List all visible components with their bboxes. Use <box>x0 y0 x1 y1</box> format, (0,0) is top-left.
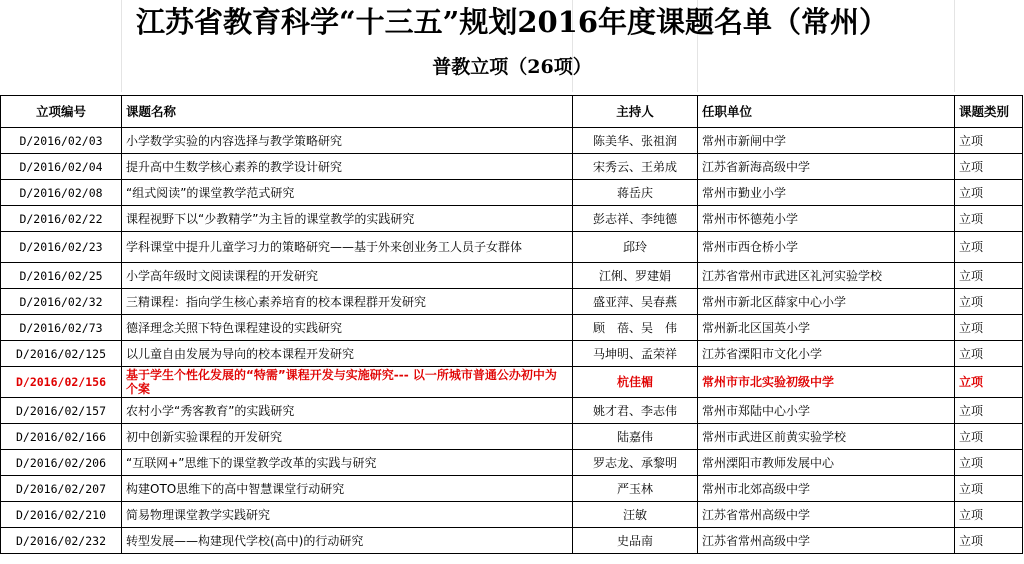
cell-id: D/2016/02/03 <box>1 128 122 154</box>
cell-unit: 常州市郑陆中心小学 <box>698 398 955 424</box>
table-row <box>1 450 1023 476</box>
table-row <box>1 289 1023 315</box>
cell-name: 农村小学“秀客教育”的实践研究 <box>122 398 573 424</box>
cell-type: 立项 <box>955 289 1023 315</box>
cell-host: 杭佳楣 <box>573 367 698 398</box>
cell-host: 蒋岳庆 <box>573 180 698 206</box>
table-row <box>1 180 1023 206</box>
cell-type: 立项 <box>955 315 1023 341</box>
cell-type: 立项 <box>955 450 1023 476</box>
cell-type: 立项 <box>955 476 1023 502</box>
cell-unit: 江苏省常州市武进区礼河实验学校 <box>698 263 955 289</box>
cell-unit: 常州市新北区薛家中心小学 <box>698 289 955 315</box>
table-row <box>1 128 1023 154</box>
cell-name: “互联网+”思维下的课堂教学改革的实践与研究 <box>122 450 573 476</box>
cell-unit: 常州市武进区前黄实验学校 <box>698 424 955 450</box>
cell-unit: 常州市新闸中学 <box>698 128 955 154</box>
cell-id: D/2016/02/232 <box>1 528 122 554</box>
cell-host: 江俐、罗建娟 <box>573 263 698 289</box>
table-row <box>1 398 1023 424</box>
cell-host: 罗志龙、承黎明 <box>573 450 698 476</box>
cell-name: “组式阅读”的课堂教学范式研究 <box>122 180 573 206</box>
cell-unit: 江苏省溧阳市文化小学 <box>698 341 955 367</box>
cell-name: 简易物理课堂教学实践研究 <box>122 502 573 528</box>
cell-name: 三精课程：指向学生核心素养培育的校本课程群开发研究 <box>122 289 573 315</box>
cell-id: D/2016/02/125 <box>1 341 122 367</box>
cell-unit: 江苏省常州高级中学 <box>698 502 955 528</box>
cell-type: 立项 <box>955 128 1023 154</box>
cell-type: 立项 <box>955 424 1023 450</box>
cell-type: 立项 <box>955 206 1023 232</box>
cell-host: 顾 蓓、吴 伟 <box>573 315 698 341</box>
cell-id: D/2016/02/08 <box>1 180 122 206</box>
cell-type: 立项 <box>955 180 1023 206</box>
cell-host: 盛亚萍、吴春燕 <box>573 289 698 315</box>
cell-id: D/2016/02/166 <box>1 424 122 450</box>
cell-name: 转型发展——构建现代学校(高中)的行动研究 <box>122 528 573 554</box>
cell-host: 陆嘉伟 <box>573 424 698 450</box>
cell-id: D/2016/02/156 <box>1 367 122 398</box>
cell-unit: 常州市西仓桥小学 <box>698 232 955 263</box>
cell-id: D/2016/02/206 <box>1 450 122 476</box>
cell-unit: 常州市北郊高级中学 <box>698 476 955 502</box>
cell-unit: 常州市市北实验初级中学 <box>698 367 955 398</box>
table-row <box>1 154 1023 180</box>
cell-id: D/2016/02/23 <box>1 232 122 263</box>
cell-name: 德泽理念关照下特色课程建设的实践研究 <box>122 315 573 341</box>
cell-id: D/2016/02/207 <box>1 476 122 502</box>
header-name: 课题名称 <box>122 96 573 128</box>
cell-type: 立项 <box>955 341 1023 367</box>
cell-name: 以儿童自由发展为导向的校本课程开发研究 <box>122 341 573 367</box>
cell-unit: 常州市怀德苑小学 <box>698 206 955 232</box>
cell-unit: 江苏省常州高级中学 <box>698 528 955 554</box>
cell-type: 立项 <box>955 528 1023 554</box>
header-host: 主持人 <box>573 96 698 128</box>
table-row <box>1 206 1023 232</box>
cell-unit: 常州市勤业小学 <box>698 180 955 206</box>
cell-name: 构建OTO思维下的高中智慧课堂行动研究 <box>122 476 573 502</box>
cell-id: D/2016/02/04 <box>1 154 122 180</box>
table-row <box>1 424 1023 450</box>
cell-type: 立项 <box>955 232 1023 263</box>
table-row <box>1 502 1023 528</box>
cell-id: D/2016/02/73 <box>1 315 122 341</box>
cell-type: 立项 <box>955 398 1023 424</box>
document-subtitle: 普教立项（26项） <box>432 56 592 78</box>
header-unit: 任职单位 <box>698 96 955 128</box>
header-id: 立项编号 <box>1 96 122 128</box>
cell-id: D/2016/02/25 <box>1 263 122 289</box>
cell-host: 马坤明、孟荣祥 <box>573 341 698 367</box>
cell-host: 姚才君、李志伟 <box>573 398 698 424</box>
cell-host: 汪敏 <box>573 502 698 528</box>
cell-name: 基于学生个性化发展的“特需”课程开发与实施研究--- 以一所城市普通公办初中为个案 <box>122 367 573 398</box>
table-row <box>1 476 1023 502</box>
cell-id: D/2016/02/210 <box>1 502 122 528</box>
cell-host: 宋秀云、王弟成 <box>573 154 698 180</box>
cell-host: 陈美华、张祖润 <box>573 128 698 154</box>
cell-name: 初中创新实验课程的开发研究 <box>122 424 573 450</box>
cell-type: 立项 <box>955 502 1023 528</box>
cell-unit: 江苏省新海高级中学 <box>698 154 955 180</box>
table-row <box>1 341 1023 367</box>
cell-host: 邱玲 <box>573 232 698 263</box>
cell-name: 学科课堂中提升儿童学习力的策略研究——基于外来创业务工人员子女群体 <box>122 232 573 263</box>
header-type: 课题类别 <box>955 96 1023 128</box>
cell-host: 史品南 <box>573 528 698 554</box>
cell-name: 小学高年级时文阅读课程的开发研究 <box>122 263 573 289</box>
document-title: 江苏省教育科学“十三五”规划2016年度课题名单（常州） <box>135 5 889 39</box>
cell-name: 小学数学实验的内容选择与教学策略研究 <box>122 128 573 154</box>
cell-unit: 常州新北区国英小学 <box>698 315 955 341</box>
cell-name: 课程视野下以“少教精学”为主旨的课堂教学的实践研究 <box>122 206 573 232</box>
table-header-row <box>1 96 1023 128</box>
cell-id: D/2016/02/22 <box>1 206 122 232</box>
table-row-highlighted <box>1 367 1023 398</box>
project-table <box>0 95 1023 554</box>
cell-unit: 常州溧阳市教师发展中心 <box>698 450 955 476</box>
table-row <box>1 263 1023 289</box>
cell-type: 立项 <box>955 367 1023 398</box>
cell-host: 彭志祥、李纯德 <box>573 206 698 232</box>
cell-id: D/2016/02/32 <box>1 289 122 315</box>
cell-type: 立项 <box>955 154 1023 180</box>
table-row <box>1 232 1023 263</box>
cell-name: 提升高中生数学核心素养的教学设计研究 <box>122 154 573 180</box>
cell-id: D/2016/02/157 <box>1 398 122 424</box>
cell-host: 严玉林 <box>573 476 698 502</box>
table-row <box>1 528 1023 554</box>
cell-type: 立项 <box>955 263 1023 289</box>
table-row <box>1 315 1023 341</box>
